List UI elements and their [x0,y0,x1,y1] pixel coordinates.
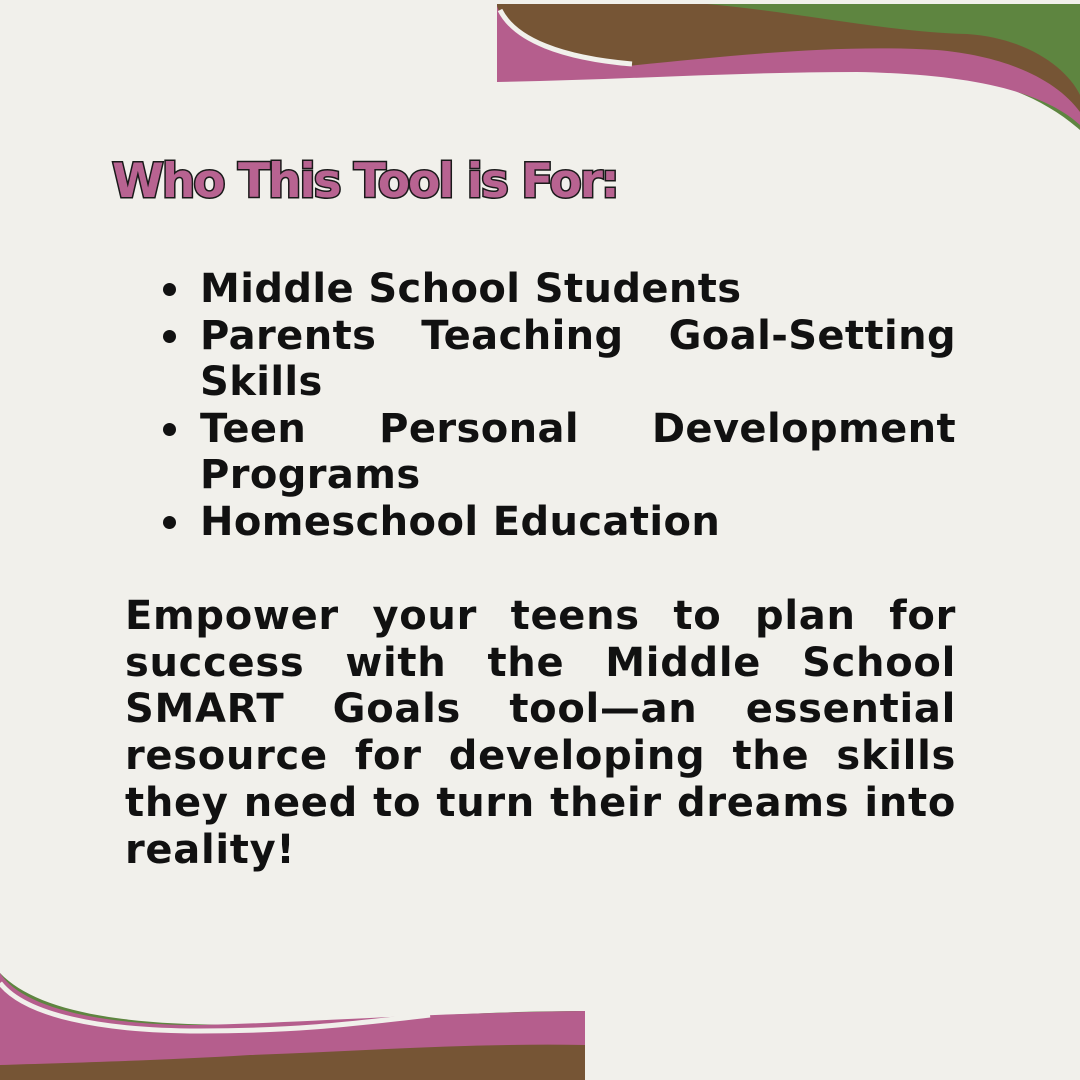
bullet-icon [163,330,176,343]
audience-item-homeschool [155,499,956,546]
bullet-icon [163,516,176,529]
audience-item-middle-school-students [155,266,956,313]
audience-item-label: Middle School Students [200,266,742,312]
top-right-wave-decoration [497,0,1080,130]
section-heading: Who This Tool is For: [112,154,618,209]
bullet-icon [163,423,176,436]
call-to-action-paragraph: Empower your teens to plan for success with the Middle School SMART Goals tool—an essential resource for developing the skills they need to turn their dreams into reality! [125,593,956,873]
audience-item-teen-programs [155,406,956,499]
audience-item-parents [155,313,956,406]
audience-item-label: Teen Personal Development Programs [200,405,956,498]
audience-list [155,266,956,545]
audience-item-label: Parents Teaching Goal-Setting Skills [200,312,956,405]
bottom-left-wave-decoration [0,965,585,1080]
bullet-icon [163,283,176,296]
audience-item-label: Homeschool Education [200,498,721,545]
